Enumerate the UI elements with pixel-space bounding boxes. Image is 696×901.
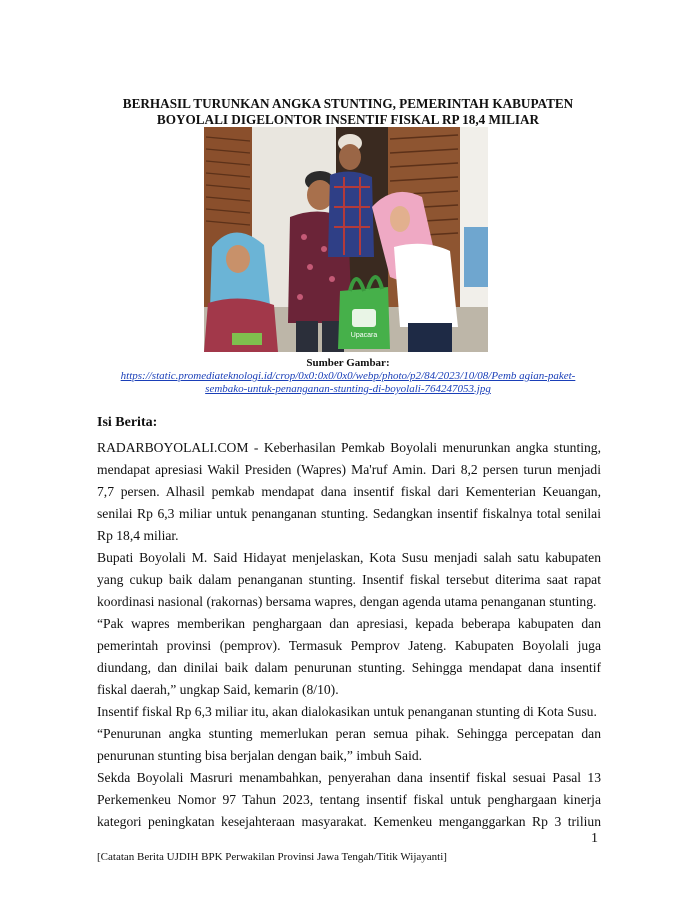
paragraph-1-line: RADARBOYOLALI.COM - Keberhasilan Pemkab Boyolali menurunkan angka stunting,: [97, 440, 601, 455]
caption-label: Sumber Gambar:: [306, 357, 390, 369]
paragraph-3: [97, 701, 601, 767]
footer-note: [Catatan Berita UJDIH BPK Perwakilan Provinsi Jawa Tengah/Titik Wijayanti]: [97, 851, 447, 863]
news-photo: [204, 127, 488, 352]
paragraph-2-line: yang cukup baik dalam penanganan stunting. Insentif fiskal tersebut diterima saat rapat: [97, 572, 601, 587]
paragraph-1: [97, 437, 601, 547]
image-source-link-line-1[interactable]: https://static.promediateknologi.id/crop/0x0:0x0/0x0/webp/photo/p2/84/2023/10/08/Pemb agian-paket-: [120, 370, 576, 382]
paragraph-3-line: penurunan stunting bisa berjalan dengan baik,” imbuh Said.: [97, 748, 423, 763]
article-title-line-1: BERHASIL TURUNKAN ANGKA STUNTING, PEMERINTAH KABUPATEN: [122, 96, 574, 111]
paragraph-3-line: “Penurunan angka stunting memerlukan peran semua pihak. Sehingga percepatan dan: [97, 726, 601, 741]
paragraph-2: [97, 547, 601, 701]
paragraph-2-line: diundang, dan dinilai baik dalam penurunan stunting. Sehingga mendapat dana insentif: [97, 660, 601, 675]
paragraph-1-line: mendapat apresiasi Wakil Presiden (Wapres) Ma'ruf Amin. Dari 8,2 persen turun menjadi: [97, 462, 601, 477]
section-heading: Isi Berita:: [97, 415, 158, 430]
paragraph-3-line: Insentif fiskal Rp 6,3 miliar itu, akan dialokasikan untuk penanganan stunting di Kota Susu.: [97, 704, 597, 719]
paragraph-4-line: Sekda Boyolali Masruri menambahkan, penyerahan dana insentif fiskal sesuai Pasal 13: [97, 770, 601, 785]
image-source-link-line-2[interactable]: sembako-untuk-penanganan-stunting-di-boyolali-764247053.jpg: [205, 383, 491, 395]
paragraph-2-line: fiskal daerah,” ungkap Said, kemarin (8/10).: [97, 682, 339, 697]
paragraph-1-line: Rp 18,4 miliar.: [97, 528, 179, 543]
paragraph-4-line: Perkemenkeu Nomor 97 Tahun 2023, tentang insentif fiskal untuk penghargaan kinerja: [97, 792, 601, 807]
paragraph-1-line: 7,7 persen. Alhasil pemkab mendapat dana insentif fiskal dari Kementerian Keuangan,: [97, 484, 601, 499]
page-number: 1: [591, 831, 598, 846]
paragraph-4-line: kategori peningkatan kesejahteraan masyarakat. Kemenkeu menganggarkan Rp 3 triliun: [97, 814, 601, 829]
paragraph-2-line: pemerintah provinsi (pemprov). Termasuk Pemprov Jateng. Kabupaten Boyolali juga: [97, 638, 601, 653]
image-caption: [96, 357, 600, 396]
paragraph-1-line: senilai Rp 6,3 miliar untuk penanganan stunting. Sedangkan insentif fiskalnya total senilai: [97, 506, 601, 521]
article-title: [96, 96, 600, 128]
paragraph-2-line: Bupati Boyolali M. Said Hidayat menjelaskan, Kota Susu menjadi salah satu kabupaten: [97, 550, 601, 565]
paragraph-4: [97, 767, 601, 833]
paragraph-2-line: “Pak wapres memberikan penghargaan dan apresiasi, kepada beberapa kabupaten dan: [97, 616, 601, 631]
article-body: [97, 437, 601, 833]
bag-label: Upacara: [350, 332, 378, 339]
article-title-line-2: BOYOLALI DIGELONTOR INSENTIF FISKAL RP 18,4 MILIAR: [156, 112, 540, 127]
paragraph-2-line: koordinasi nasional (rakornas) bersama wapres, dengan agenda utama penanganan stunting.: [97, 594, 597, 609]
